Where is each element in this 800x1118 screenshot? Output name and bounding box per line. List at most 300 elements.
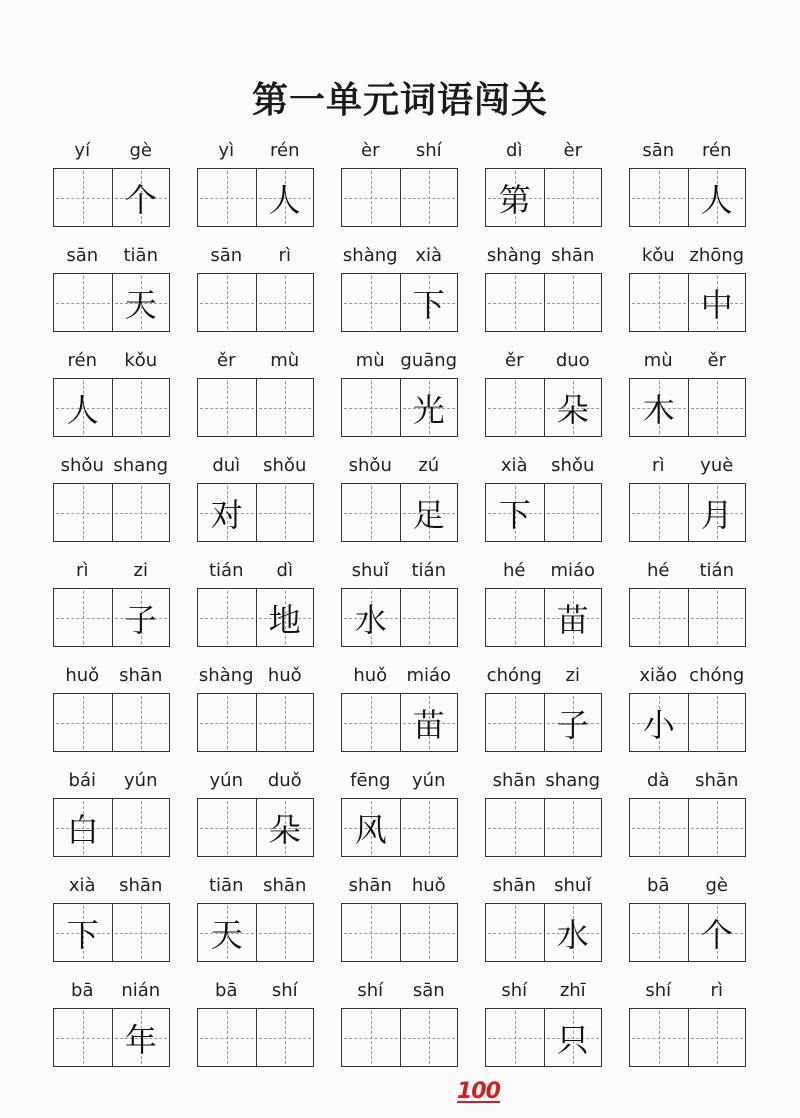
pinyin-row — [197, 770, 314, 792]
pinyin-row — [341, 770, 458, 792]
tianzige-cell[interactable] — [256, 904, 314, 961]
tianzige-cell[interactable] — [342, 274, 400, 331]
word-item — [341, 560, 458, 639]
tianzige-cell[interactable] — [198, 694, 256, 751]
tianzige-cell[interactable] — [544, 799, 602, 856]
word-item — [53, 140, 170, 219]
hanzi-char — [342, 1009, 400, 1066]
tianzige-cell[interactable] — [544, 169, 602, 226]
pinyin-syllable: huǒ — [411, 875, 446, 896]
tianzige-cell[interactable] — [198, 484, 256, 541]
tianzige-box-pair[interactable] — [53, 693, 170, 752]
hanzi-char: 下 — [498, 495, 531, 534]
tianzige-cell[interactable] — [256, 1009, 314, 1066]
tianzige-cell[interactable] — [198, 904, 256, 961]
pinyin-row — [53, 875, 170, 897]
tianzige-cell[interactable] — [112, 589, 170, 646]
word-item — [197, 245, 314, 304]
tianzige-cell[interactable] — [486, 1009, 544, 1066]
word-item — [341, 875, 458, 934]
tianzige-cell[interactable] — [342, 379, 400, 436]
tianzige-cell[interactable] — [342, 589, 400, 646]
tianzige-box-pair[interactable] — [53, 168, 170, 227]
word-grid — [53, 140, 746, 1059]
pinyin-row — [197, 875, 314, 897]
tianzige-cell[interactable] — [342, 799, 400, 856]
tianzige-box-pair[interactable] — [341, 378, 458, 437]
pinyin-syllable: miáo — [550, 560, 596, 581]
hanzi-char — [630, 1009, 688, 1066]
hanzi-char: 人 — [66, 390, 99, 429]
hanzi-char: 对 — [210, 495, 243, 534]
tianzige-cell[interactable] — [54, 589, 112, 646]
word-item — [53, 665, 170, 724]
tianzige-box-pair[interactable] — [629, 273, 746, 332]
pinyin-syllable: zhōng — [689, 245, 745, 266]
pinyin-row — [197, 560, 314, 582]
hanzi-char: 地 — [268, 600, 301, 639]
pinyin-syllable: duì — [212, 455, 241, 476]
tianzige-box-pair[interactable] — [485, 273, 602, 332]
tianzige-cell[interactable] — [54, 484, 112, 541]
tianzige-cell[interactable] — [486, 694, 544, 751]
word-item — [341, 770, 458, 849]
pinyin-syllable: tiān — [123, 245, 158, 266]
pinyin-row — [485, 770, 602, 792]
hanzi-char — [486, 904, 544, 961]
pinyin-syllable: dà — [647, 770, 670, 791]
pinyin-syllable: rén — [270, 140, 300, 161]
pinyin-row — [341, 875, 458, 897]
tianzige-cell[interactable] — [630, 904, 688, 961]
hanzi-char: 人 — [700, 180, 733, 219]
tianzige-cell[interactable] — [112, 694, 170, 751]
hanzi-char — [342, 274, 400, 331]
tianzige-box-pair[interactable] — [197, 273, 314, 332]
pinyin-syllable: shí — [357, 980, 384, 1001]
tianzige-cell[interactable] — [688, 1009, 746, 1066]
pinyin-syllable: shí — [501, 980, 528, 1001]
pinyin-syllable: hé — [503, 560, 526, 581]
tianzige-box-pair[interactable] — [341, 273, 458, 332]
hanzi-char — [486, 694, 544, 751]
pinyin-row — [485, 455, 602, 477]
tianzige-cell[interactable] — [486, 484, 544, 541]
pinyin-syllable: nián — [121, 980, 161, 1001]
pinyin-syllable: ěr — [217, 350, 236, 371]
tianzige-cell[interactable] — [400, 484, 458, 541]
hanzi-char — [198, 169, 256, 226]
tianzige-cell[interactable] — [342, 694, 400, 751]
tianzige-cell[interactable] — [486, 274, 544, 331]
hanzi-char — [689, 589, 746, 646]
tianzige-cell[interactable] — [198, 799, 256, 856]
word-item — [341, 665, 458, 744]
pinyin-row — [341, 140, 458, 162]
tianzige-box-pair[interactable] — [629, 1008, 746, 1067]
tianzige-box-pair[interactable] — [341, 693, 458, 752]
tianzige-cell[interactable] — [544, 904, 602, 961]
tianzige-cell[interactable] — [198, 379, 256, 436]
tianzige-cell[interactable] — [400, 169, 458, 226]
tianzige-cell[interactable] — [544, 1009, 602, 1066]
pinyin-syllable: rì — [710, 980, 723, 1001]
hanzi-char — [113, 694, 170, 751]
word-item — [341, 350, 458, 429]
pinyin-syllable: shǒu — [551, 455, 595, 476]
tianzige-cell[interactable] — [486, 904, 544, 961]
word-item — [197, 140, 314, 219]
tianzige-cell[interactable] — [112, 484, 170, 541]
word-item — [629, 455, 746, 534]
pinyin-syllable: huǒ — [65, 665, 100, 686]
tianzige-box-pair[interactable] — [485, 168, 602, 227]
word-item — [53, 455, 170, 514]
tianzige-cell[interactable] — [688, 694, 746, 751]
tianzige-box-pair[interactable] — [53, 378, 170, 437]
word-item — [629, 875, 746, 954]
tianzige-cell[interactable] — [400, 274, 458, 331]
hanzi-char — [486, 1009, 544, 1066]
word-item — [53, 560, 170, 639]
tianzige-cell[interactable] — [54, 274, 112, 331]
tianzige-box-pair[interactable] — [485, 693, 602, 752]
hanzi-char: 光 — [412, 390, 445, 429]
hanzi-char: 个 — [700, 915, 733, 954]
word-item — [197, 455, 314, 534]
tianzige-box-pair[interactable] — [629, 168, 746, 227]
tianzige-cell[interactable] — [342, 169, 400, 226]
tianzige-cell[interactable] — [486, 169, 544, 226]
pinyin-syllable: tián — [209, 560, 244, 581]
pinyin-syllable: huǒ — [267, 665, 302, 686]
tianzige-cell[interactable] — [342, 484, 400, 541]
word-item — [629, 665, 746, 744]
hanzi-char — [630, 904, 688, 961]
pinyin-syllable: shān — [119, 875, 163, 896]
tianzige-box-pair[interactable] — [341, 798, 458, 857]
tianzige-cell[interactable] — [256, 169, 314, 226]
pinyin-syllable: èr — [361, 140, 380, 161]
pinyin-row — [341, 560, 458, 582]
tianzige-cell[interactable] — [112, 1009, 170, 1066]
hanzi-char — [257, 1009, 314, 1066]
tianzige-box-pair[interactable] — [197, 903, 314, 962]
hanzi-char — [198, 379, 256, 436]
pinyin-syllable: rì — [76, 560, 89, 581]
pinyin-syllable: chóng — [486, 665, 542, 686]
hanzi-char: 子 — [124, 600, 157, 639]
tianzige-cell[interactable] — [630, 484, 688, 541]
pinyin-syllable: xiǎo — [639, 665, 678, 686]
pinyin-syllable: shān — [695, 770, 739, 791]
pinyin-row — [197, 140, 314, 162]
word-item — [341, 245, 458, 324]
hanzi-char — [545, 274, 602, 331]
hanzi-char: 水 — [556, 915, 589, 954]
word-item — [485, 140, 602, 219]
tianzige-cell[interactable] — [198, 1009, 256, 1066]
pinyin-syllable: bā — [215, 980, 238, 1001]
pinyin-syllable: gè — [129, 140, 152, 161]
hanzi-char — [630, 169, 688, 226]
pinyin-syllable: yún — [209, 770, 243, 791]
tianzige-cell[interactable] — [544, 274, 602, 331]
pinyin-row — [629, 350, 746, 372]
hanzi-char — [198, 1009, 256, 1066]
hanzi-char — [401, 799, 458, 856]
hanzi-char — [486, 799, 544, 856]
tianzige-cell[interactable] — [630, 379, 688, 436]
tianzige-cell[interactable] — [112, 799, 170, 856]
word-item — [485, 560, 602, 639]
hanzi-char — [257, 694, 314, 751]
tianzige-box-pair[interactable] — [53, 1008, 170, 1067]
pinyin-syllable: shàng — [486, 245, 542, 266]
tianzige-box-pair[interactable] — [485, 588, 602, 647]
tianzige-cell[interactable] — [54, 169, 112, 226]
tianzige-box-pair[interactable] — [53, 798, 170, 857]
pinyin-syllable: sān — [210, 245, 243, 266]
tianzige-cell[interactable] — [544, 379, 602, 436]
word-item — [197, 875, 314, 954]
tianzige-cell[interactable] — [688, 904, 746, 961]
pinyin-row — [485, 875, 602, 897]
tianzige-cell[interactable] — [112, 904, 170, 961]
pinyin-syllable: rì — [652, 455, 665, 476]
page-title: 第一单元词语闯关 — [251, 80, 548, 121]
tianzige-cell[interactable] — [256, 274, 314, 331]
tianzige-cell[interactable] — [198, 274, 256, 331]
tianzige-box-pair[interactable] — [53, 273, 170, 332]
tianzige-box-pair[interactable] — [629, 798, 746, 857]
tianzige-cell[interactable] — [630, 694, 688, 751]
tianzige-box-pair[interactable] — [341, 1008, 458, 1067]
hanzi-char — [486, 589, 544, 646]
score-stamp: 100 — [457, 1079, 500, 1104]
tianzige-cell[interactable] — [486, 379, 544, 436]
tianzige-cell[interactable] — [688, 799, 746, 856]
pinyin-syllable: dì — [506, 140, 523, 161]
tianzige-cell[interactable] — [54, 1009, 112, 1066]
pinyin-syllable: rì — [278, 245, 291, 266]
tianzige-box-pair[interactable] — [629, 588, 746, 647]
pinyin-syllable: huǒ — [353, 665, 388, 686]
hanzi-char — [689, 1009, 746, 1066]
tianzige-box-pair[interactable] — [629, 693, 746, 752]
tianzige-box-pair[interactable] — [485, 903, 602, 962]
hanzi-char — [630, 484, 688, 541]
tianzige-box-pair[interactable] — [485, 378, 602, 437]
tianzige-cell[interactable] — [630, 1009, 688, 1066]
tianzige-cell[interactable] — [256, 799, 314, 856]
pinyin-syllable: kǒu — [124, 350, 158, 371]
tianzige-cell[interactable] — [342, 1009, 400, 1066]
pinyin-row — [629, 875, 746, 897]
hanzi-char: 下 — [412, 285, 445, 324]
hanzi-char: 只 — [556, 1020, 589, 1059]
pinyin-row — [341, 350, 458, 372]
pinyin-syllable: hé — [647, 560, 670, 581]
hanzi-char — [113, 799, 170, 856]
hanzi-char — [689, 799, 746, 856]
hanzi-char — [342, 484, 400, 541]
tianzige-box-pair[interactable] — [341, 168, 458, 227]
hanzi-char: 第 — [498, 180, 531, 219]
tianzige-cell[interactable] — [256, 484, 314, 541]
tianzige-cell[interactable] — [400, 379, 458, 436]
tianzige-cell[interactable] — [112, 274, 170, 331]
hanzi-char — [113, 379, 170, 436]
tianzige-cell[interactable] — [342, 904, 400, 961]
tianzige-box-pair[interactable] — [629, 483, 746, 542]
pinyin-syllable: dì — [276, 560, 293, 581]
word-item — [341, 140, 458, 199]
hanzi-char: 个 — [124, 180, 157, 219]
tianzige-box-pair[interactable] — [53, 588, 170, 647]
tianzige-cell[interactable] — [544, 589, 602, 646]
pinyin-syllable: mù — [270, 350, 300, 371]
tianzige-cell[interactable] — [688, 169, 746, 226]
tianzige-cell[interactable] — [112, 379, 170, 436]
pinyin-row — [53, 350, 170, 372]
word-item — [485, 455, 602, 534]
hanzi-char: 下 — [66, 915, 99, 954]
tianzige-box-pair[interactable] — [629, 903, 746, 962]
hanzi-char — [689, 379, 746, 436]
pinyin-row — [629, 560, 746, 582]
pinyin-row — [53, 245, 170, 267]
tianzige-box-pair[interactable] — [197, 693, 314, 752]
pinyin-row — [197, 980, 314, 1002]
hanzi-char — [545, 169, 602, 226]
pinyin-syllable: shǒu — [60, 455, 104, 476]
pinyin-row — [197, 665, 314, 687]
tianzige-box-pair[interactable] — [629, 378, 746, 437]
tianzige-cell[interactable] — [112, 169, 170, 226]
tianzige-cell[interactable] — [256, 589, 314, 646]
pinyin-row — [485, 560, 602, 582]
word-item — [485, 350, 602, 429]
tianzige-cell[interactable] — [400, 694, 458, 751]
tianzige-cell[interactable] — [400, 589, 458, 646]
tianzige-cell[interactable] — [688, 484, 746, 541]
tianzige-cell[interactable] — [630, 169, 688, 226]
tianzige-cell[interactable] — [54, 379, 112, 436]
hanzi-char — [54, 694, 112, 751]
tianzige-cell[interactable] — [630, 589, 688, 646]
pinyin-syllable: mù — [355, 350, 385, 371]
tianzige-box-pair[interactable] — [197, 798, 314, 857]
tianzige-cell[interactable] — [486, 799, 544, 856]
pinyin-syllable: yí — [74, 140, 91, 161]
pinyin-row — [485, 140, 602, 162]
pinyin-row — [341, 245, 458, 267]
tianzige-box-pair[interactable] — [197, 1008, 314, 1067]
hanzi-char: 苗 — [556, 600, 589, 639]
hanzi-char — [486, 274, 544, 331]
pinyin-row — [53, 455, 170, 477]
word-item — [53, 875, 170, 954]
tianzige-box-pair[interactable] — [341, 903, 458, 962]
tianzige-box-pair[interactable] — [485, 1008, 602, 1067]
pinyin-syllable: miáo — [406, 665, 452, 686]
tianzige-cell[interactable] — [54, 904, 112, 961]
word-item — [629, 350, 746, 429]
pinyin-row — [53, 665, 170, 687]
tianzige-box-pair[interactable] — [341, 588, 458, 647]
tianzige-box-pair[interactable] — [485, 798, 602, 857]
tianzige-cell[interactable] — [400, 1009, 458, 1066]
tianzige-cell[interactable] — [400, 799, 458, 856]
pinyin-row — [341, 455, 458, 477]
tianzige-cell[interactable] — [544, 484, 602, 541]
tianzige-cell[interactable] — [256, 379, 314, 436]
tianzige-box-pair[interactable] — [197, 588, 314, 647]
pinyin-row — [53, 560, 170, 582]
tianzige-box-pair[interactable] — [197, 483, 314, 542]
tianzige-cell[interactable] — [630, 799, 688, 856]
hanzi-char — [545, 484, 602, 541]
pinyin-syllable: èr — [563, 140, 582, 161]
pinyin-row — [485, 245, 602, 267]
tianzige-box-pair[interactable] — [197, 168, 314, 227]
pinyin-syllable: shí — [415, 140, 442, 161]
pinyin-syllable: mù — [643, 350, 673, 371]
pinyin-syllable: shàng — [342, 245, 398, 266]
hanzi-char — [113, 904, 170, 961]
tianzige-cell[interactable] — [688, 379, 746, 436]
pinyin-syllable: bái — [68, 770, 96, 791]
hanzi-char — [401, 589, 458, 646]
word-item — [629, 770, 746, 829]
word-item — [53, 350, 170, 429]
tianzige-cell[interactable] — [198, 169, 256, 226]
tianzige-cell[interactable] — [630, 274, 688, 331]
hanzi-char — [630, 799, 688, 856]
tianzige-cell[interactable] — [688, 274, 746, 331]
pinyin-row — [485, 665, 602, 687]
tianzige-box-pair[interactable] — [341, 483, 458, 542]
tianzige-cell[interactable] — [688, 589, 746, 646]
tianzige-box-pair[interactable] — [53, 483, 170, 542]
tianzige-box-pair[interactable] — [485, 483, 602, 542]
word-item — [629, 140, 746, 219]
pinyin-syllable: tián — [699, 560, 734, 581]
tianzige-cell[interactable] — [486, 589, 544, 646]
pinyin-syllable: shān — [119, 665, 163, 686]
hanzi-char — [486, 379, 544, 436]
pinyin-syllable: sān — [642, 140, 675, 161]
pinyin-syllable: guāng — [400, 350, 458, 371]
hanzi-char — [198, 274, 256, 331]
tianzige-cell[interactable] — [400, 904, 458, 961]
tianzige-cell[interactable] — [54, 799, 112, 856]
pinyin-syllable: bā — [71, 980, 94, 1001]
pinyin-syllable: yuè — [700, 455, 734, 476]
tianzige-box-pair[interactable] — [53, 903, 170, 962]
tianzige-cell[interactable] — [544, 694, 602, 751]
pinyin-syllable: gè — [705, 875, 728, 896]
tianzige-cell[interactable] — [54, 694, 112, 751]
tianzige-cell[interactable] — [256, 694, 314, 751]
tianzige-cell[interactable] — [198, 589, 256, 646]
pinyin-row — [197, 350, 314, 372]
pinyin-syllable: chóng — [689, 665, 745, 686]
tianzige-box-pair[interactable] — [197, 378, 314, 437]
hanzi-char — [54, 274, 112, 331]
pinyin-row — [629, 665, 746, 687]
